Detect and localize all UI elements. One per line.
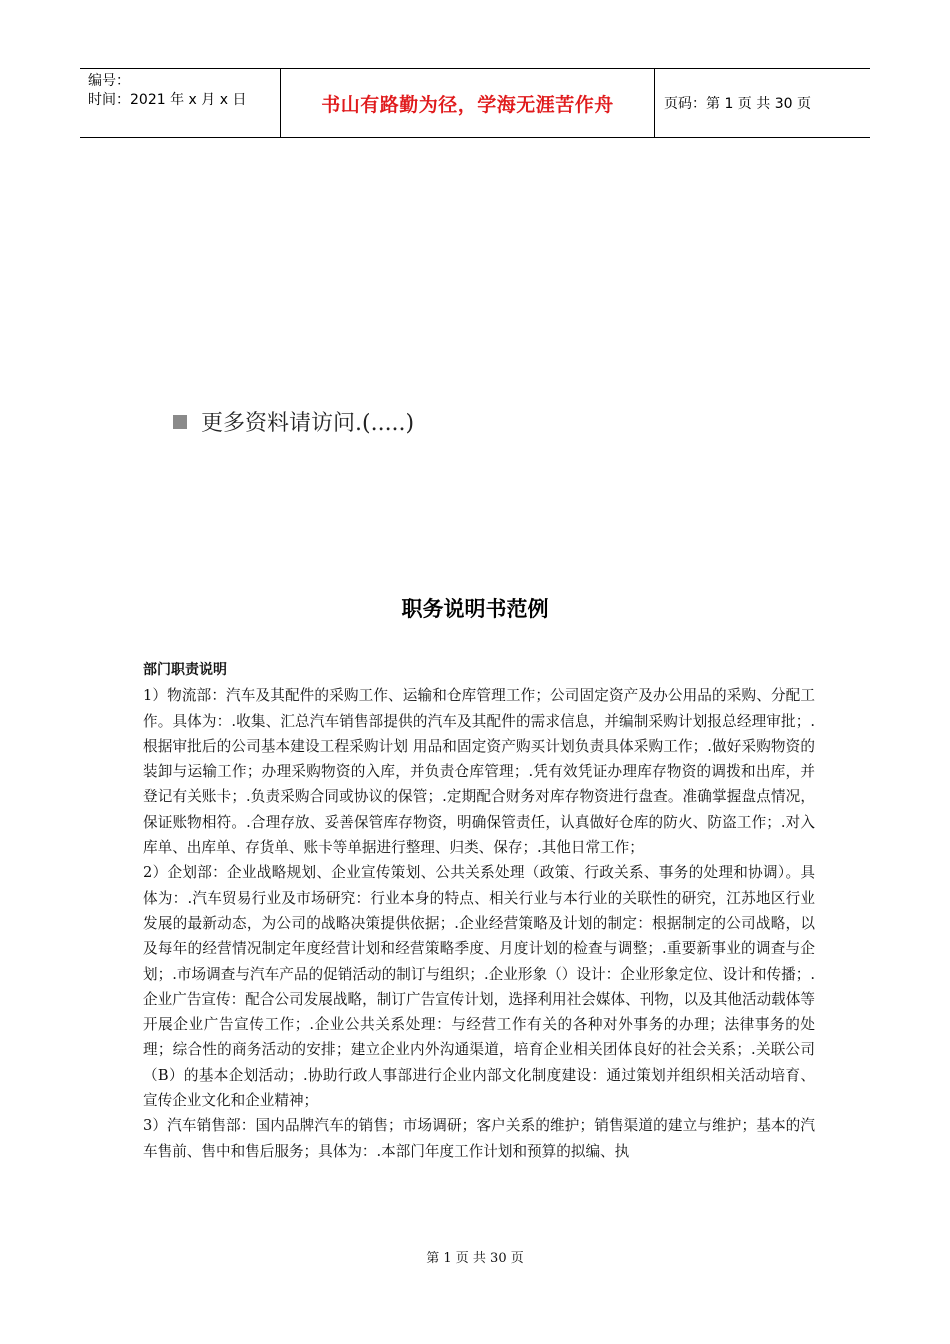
document-body (143, 658, 815, 1164)
square-bullet-icon (173, 415, 187, 429)
header-page-info: 页码：第 1 页 共 30 页 (664, 96, 811, 112)
paragraph-planning: 2）企划部：企业战略规划、企业宣传策划、公共关系处理（政策、行政关系、事务的处理和协调）。具体为：.汽车贸易行业及市场研究：行业本身的特点、相关行业与本行业的关联性的研究，江苏地区行业发展的最新动态，为公司的战略决策提供依据；.企业经营策略及计划的制定：根据制定的公司战略，以及每年的经营情况制定年度经营计划和经营策略季度、月度计划的检查与调整；.重要新事业的调查与企划；.市场调查与汽车产品的促销活动的制订与组织；.企业形象（）设计：企业形象定位、设计和传播；.企业广告宣传：配合公司发展战略，制订广告宣传计划，选择利用社会媒体、刊物，以及其他活动载体等开展企业广告宣传工作；.企业公共关系处理：与经营工作有关的各种对外事务的办理；法律事务的处理；综合性的商务活动的安排；建立企业内外沟通渠道，培育企业相关团体良好的社会关系；.关联公司（B）的基本企划活动；.协助行政人事部进行企业内部文化制度建设：通过策划并组织相关活动培育、宣传企业文化和企业精神； (143, 864, 815, 1110)
document-title: 职务说明书范例 (401, 597, 549, 621)
number-label: 编号： (88, 73, 130, 89)
page-footer: 第 1 页 共 30 页 (426, 1251, 524, 1266)
header-motto: 书山有路勤为径，学海无涯苦作舟 (281, 69, 655, 137)
document-header (80, 68, 870, 138)
promo-line (173, 406, 414, 437)
paragraph-sales: 3）汽车销售部：国内品牌汽车的销售；市场调研；客户关系的维护；销售渠道的建立与维护；基本的汽车售前、售中和售后服务；具体为：.本部门年度工作计划和预算的拟编、执 (143, 1117, 815, 1160)
promo-text: 更多资料请访问.(.....) (201, 411, 415, 436)
paragraph-logistics: 1）物流部：汽车及其配件的采购工作、运输和仓库管理工作；公司固定资产及办公用品的采购、分配工作。具体为：.收集、汇总汽车销售部提供的汽车及其配件的需求信息，并编制采购计划报总经理审批；.根据审批后的公司基本建设工程采购计划 用品和固定资产购买计划负责具体采购工作；.做好采购物资的装卸与运输工作；办理采购物资的入库，并负责仓库管理；.凭有效凭证办理库存物资的调拨和出库，并登记有关账卡；.负责采购合同或协议的保管；.定期配合财务对库存物资进行盘查。准确掌握盘点情况，保证账物相符。.合理存放、妥善保管库存物资，明确保管责任，认真做好仓库的防火、防盗工作；.对入库单、出库单、存货单、账卡等单据进行整理、归类、保存；.其他日常工作； (143, 687, 815, 857)
section-heading: 部门职责说明 (143, 662, 227, 678)
time-label: 时间：2021 年 x 月 x 日 (88, 92, 247, 108)
header-meta-cell (80, 69, 281, 137)
